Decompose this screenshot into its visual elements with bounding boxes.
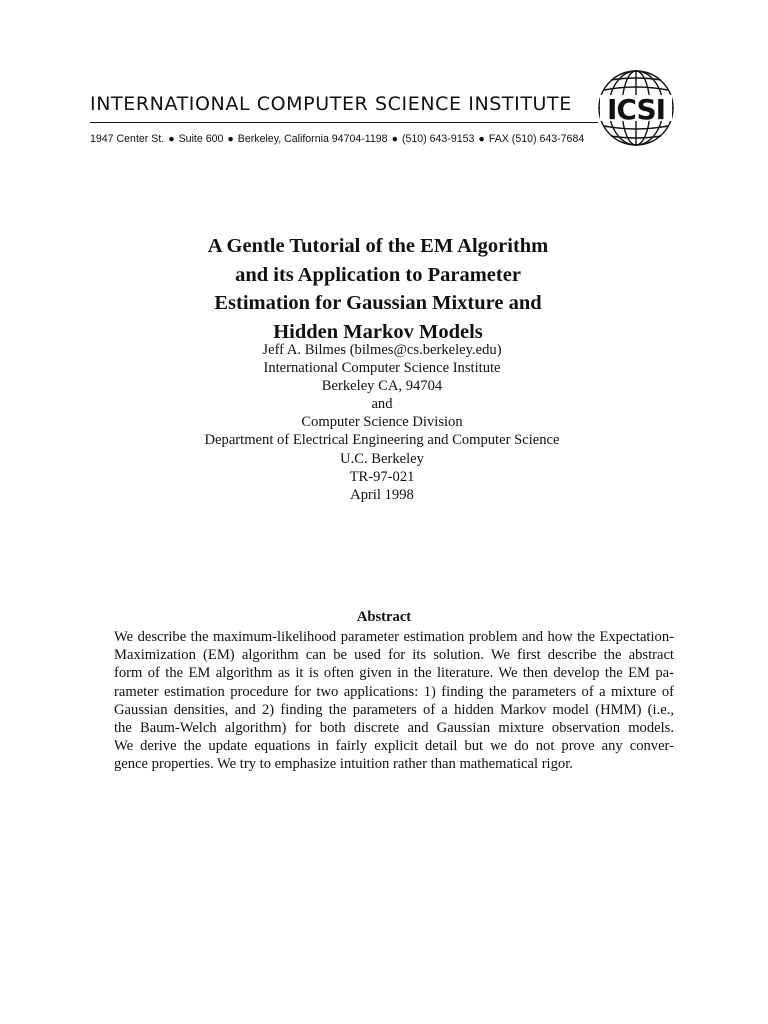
logo-lettering: ICSI <box>606 93 666 126</box>
address-phone: (510) 643-9153 <box>401 133 475 145</box>
abstract-heading: Abstract <box>356 609 412 625</box>
institute-name: INTERNATIONAL COMPUTER SCIENCE INSTITUTE <box>90 93 572 115</box>
abstract-line: rameter estimation procedure for two applications: 1) finding the parameters of a mixture of <box>114 683 674 700</box>
abstract-line: the Baum-Welch algorithm) for both discrete and Gaussian mixture observation models. <box>114 720 674 737</box>
affiliation-line: Department of Electrical Engineering and Computer Science <box>204 432 560 449</box>
affiliation-line: U.C. Berkeley <box>340 450 424 467</box>
paper-title <box>100 232 656 346</box>
bullet-separator: ● <box>478 133 485 145</box>
address-suite: Suite 600 <box>178 133 224 145</box>
address-street: 1947 Center St. <box>90 133 165 145</box>
bullet-separator: ● <box>168 133 175 145</box>
abstract-line: gence properties. We try to emphasize intuition rather than mathematical rigor. <box>114 756 573 773</box>
address-line <box>90 133 584 145</box>
bullet-separator: ● <box>227 133 234 145</box>
author-name: Jeff A. Bilmes (bilmes@cs.berkeley.edu) <box>262 342 502 358</box>
header-rule <box>90 122 598 123</box>
abstract-line: We describe the maximum-likelihood parameter estimation problem and how the Expectation- <box>114 629 674 645</box>
title-line: Hidden Markov Models <box>273 320 483 343</box>
title-line: and its Application to Parameter <box>235 263 521 286</box>
author-affiliation-block <box>100 341 664 504</box>
abstract-line: We derive the update equations in fairly explicit detail but we do not prove any conver- <box>114 738 674 755</box>
abstract-line: Maximization (EM) algorithm can be used for its solution. We first describe the abstract <box>114 647 674 664</box>
affiliation-line: International Computer Science Institute <box>263 360 501 377</box>
report-date: April 1998 <box>350 486 414 503</box>
abstract-body <box>114 628 674 774</box>
bullet-separator: ● <box>391 133 398 145</box>
address-fax: FAX (510) 643-7684 <box>488 133 585 145</box>
affiliation-line: Berkeley CA, 94704 <box>321 378 443 395</box>
report-number: TR-97-021 <box>349 468 415 485</box>
abstract-line: Gaussian densities, and 2) finding the parameters of a hidden Markov model (HMM) (i.e., <box>114 701 674 718</box>
icsi-globe-logo <box>596 68 676 148</box>
letterhead <box>0 0 768 160</box>
affiliation-line: and <box>371 396 393 413</box>
address-city: Berkeley, California 94704-1198 <box>237 133 388 145</box>
title-line: Estimation for Gaussian Mixture and <box>214 292 542 314</box>
affiliation-line: Computer Science Division <box>301 414 463 431</box>
title-line: A Gentle Tutorial of the EM Algorithm <box>207 235 549 257</box>
abstract-line: form of the EM algorithm as it is often given in the literature. We then develop the EM pa- <box>114 665 674 682</box>
